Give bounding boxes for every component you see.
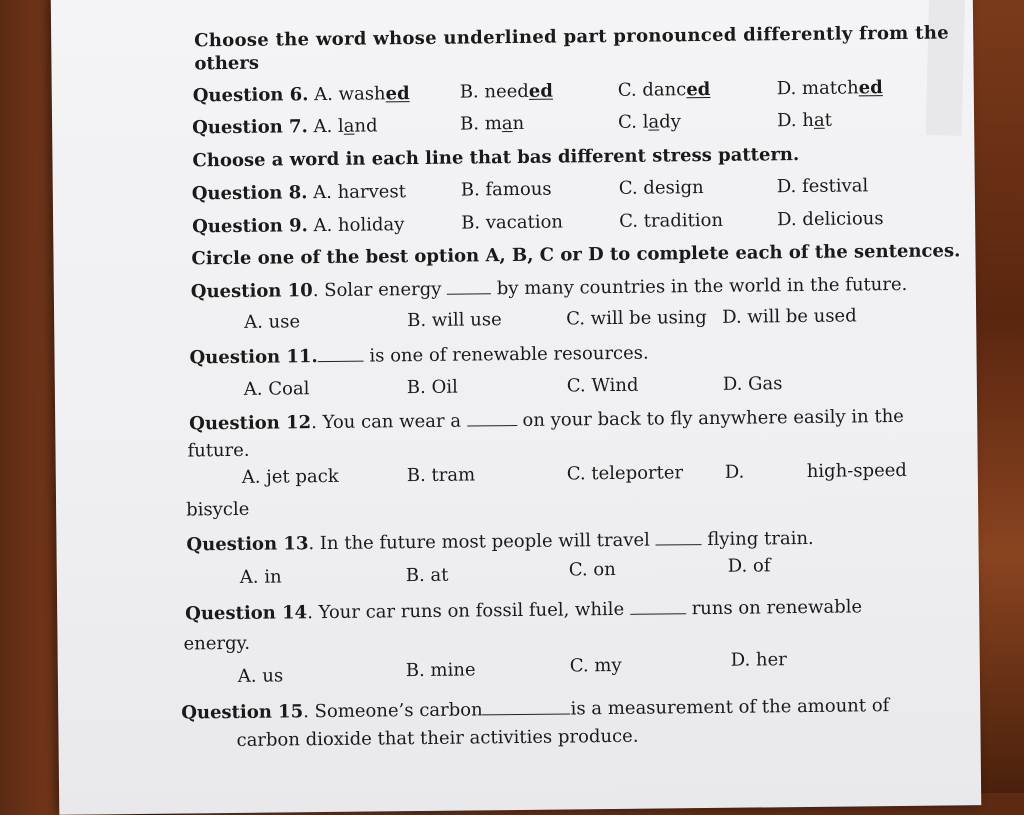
question-8: Question 8. A. harvest xyxy=(191,181,406,205)
q8-option-d[interactable]: D. festival xyxy=(776,175,869,198)
answer-blank[interactable] xyxy=(630,597,686,615)
answer-blank[interactable] xyxy=(483,697,571,715)
q12-option-d-cont: bisycle xyxy=(186,498,250,521)
question-11: Question 11. is one of renewable resources. xyxy=(189,342,649,369)
question-9: Question 9. A. holiday xyxy=(192,214,405,238)
instruction-stress: Choose a word in each line that bas different stress pattern. xyxy=(192,144,800,172)
q12-option-b[interactable]: B. tram xyxy=(406,464,476,487)
q9-option-d[interactable]: D. delicious xyxy=(777,208,884,231)
question-12: Question 12. You can wear a on your back to fly anywhere easily in the xyxy=(189,405,905,435)
answer-blank[interactable] xyxy=(447,277,491,294)
q8-option-c[interactable]: C. design xyxy=(618,177,704,199)
q11-option-c[interactable]: C. Wind xyxy=(566,374,639,397)
q12-option-a[interactable]: A. jet pack xyxy=(241,465,339,488)
q7-option-c[interactable]: C. lady xyxy=(617,111,681,133)
question-6: Question 6. A. washed xyxy=(192,83,410,107)
q14-option-b[interactable]: B. mine xyxy=(405,659,476,682)
q12-option-d-text: high-speed xyxy=(806,459,908,482)
q6-option-c[interactable]: C. danced xyxy=(617,78,711,101)
q13-option-a[interactable]: A. in xyxy=(239,566,282,588)
instruction-complete: Circle one of the best option A, B, C or D to complete each of the sentences. xyxy=(191,240,961,270)
question-15-cont: carbon dioxide that their activities produce. xyxy=(236,725,639,751)
q10-option-d[interactable]: D. will be used xyxy=(722,305,857,328)
q14-option-d[interactable]: D. her xyxy=(730,649,787,671)
q13-option-b[interactable]: B. at xyxy=(405,564,449,587)
q10-option-a[interactable]: A. use xyxy=(244,311,301,333)
q12-option-d[interactable]: D. xyxy=(724,461,745,483)
q11-option-b[interactable]: B. Oil xyxy=(406,376,458,399)
q6-option-d[interactable]: D. matched xyxy=(776,77,883,100)
q8-option-b[interactable]: B. famous xyxy=(460,178,552,201)
q6-option-b[interactable]: B. needed xyxy=(459,80,554,103)
q7-option-b[interactable]: B. man xyxy=(459,112,525,135)
q11-option-a[interactable]: A. Coal xyxy=(243,378,310,400)
q9-option-c[interactable]: C. tradition xyxy=(619,209,724,232)
q10-option-c[interactable]: C. will be using xyxy=(566,306,707,330)
question-10: Question 10. Solar energy by many countries in the world in the future. xyxy=(190,273,908,303)
q10-option-b[interactable]: B. will use xyxy=(407,309,502,332)
instruction-pronunciation-cont: others xyxy=(194,52,260,75)
question-7: Question 7. A. land xyxy=(192,115,378,139)
q11-option-d[interactable]: D. Gas xyxy=(722,373,783,395)
q9-option-b[interactable]: B. vacation xyxy=(461,211,564,234)
worksheet-content xyxy=(51,0,982,815)
q7-option-d[interactable]: D. hat xyxy=(776,109,832,132)
q13-option-c[interactable]: C. on xyxy=(568,558,616,581)
answer-blank[interactable] xyxy=(318,345,364,362)
answer-blank[interactable] xyxy=(655,528,701,545)
question-label: Question 6. xyxy=(192,84,309,107)
q14-option-c[interactable]: C. my xyxy=(569,654,622,677)
worksheet-paper xyxy=(51,0,982,815)
question-14: Question 14. Your car runs on fossil fuel, while runs on renewable xyxy=(185,596,863,625)
q14-option-a[interactable]: A. us xyxy=(237,665,284,687)
q12-option-c[interactable]: C. teleporter xyxy=(566,462,684,485)
instruction-pronunciation: Choose the word whose underlined part pronounced differently from the xyxy=(194,22,950,52)
question-15: Question 15. Someone’s carbon is a measurement of the amount of xyxy=(181,695,890,724)
question-13: Question 13. In the future most people will travel flying train. xyxy=(186,527,814,556)
q13-option-d[interactable]: D. of xyxy=(727,555,771,577)
question-14-cont: energy. xyxy=(183,632,251,655)
question-12-cont: future. xyxy=(187,439,250,462)
answer-blank[interactable] xyxy=(467,409,517,427)
